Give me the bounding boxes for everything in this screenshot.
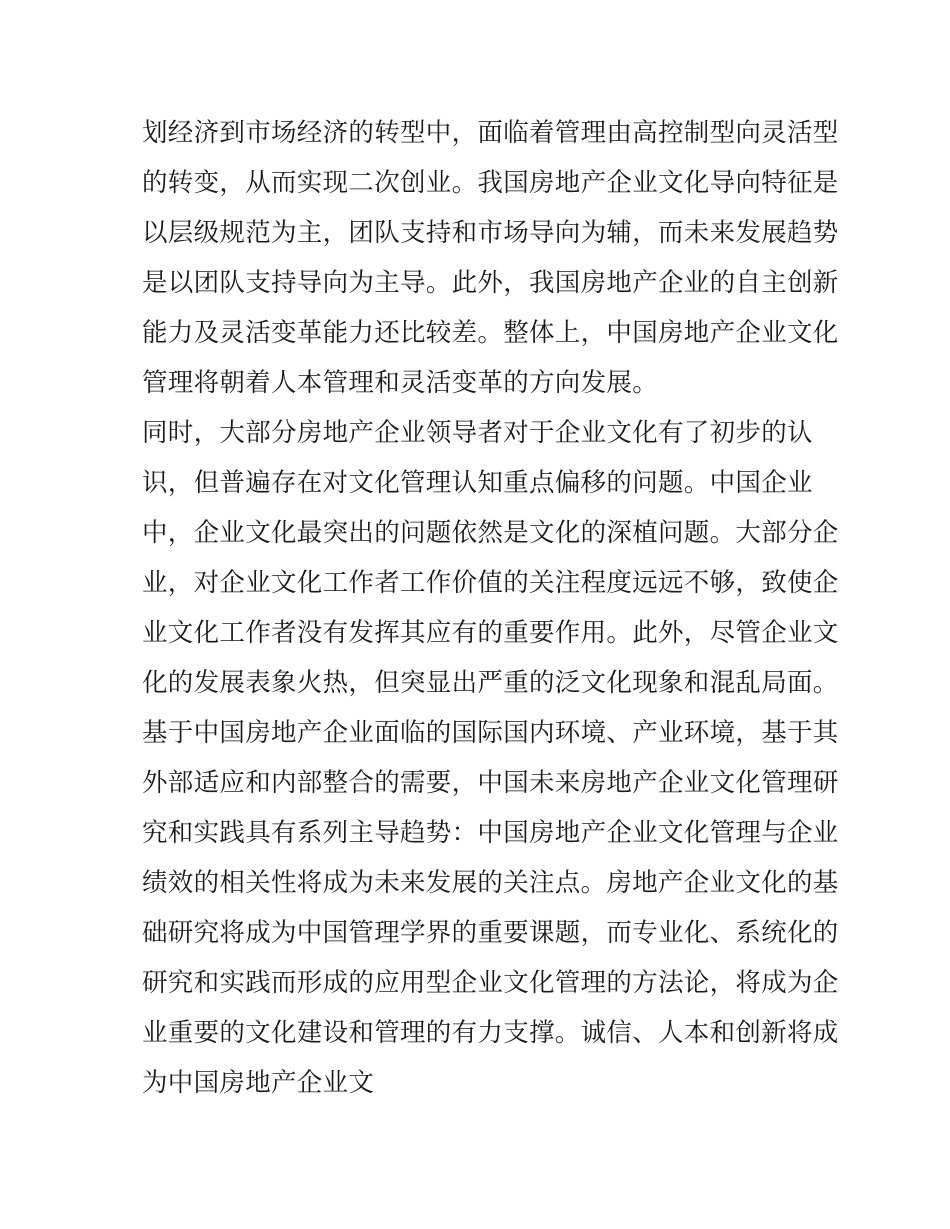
text-line: 研究和实践而形成的应用型企业文化管理的方法论，将成为企	[142, 968, 839, 998]
text-line: 是以团队支持导向为主导。此外，我国房地产企业的自主创新	[142, 268, 839, 298]
text-line: 的转变，从而实现二次创业。我国房地产企业文化导向特征是	[142, 168, 839, 198]
text-line: 基于中国房地产企业面临的国际国内环境、产业环境，基于其	[142, 718, 839, 748]
text-line: 业重要的文化建设和管理的有力支撑。诚信、人本和创新将成	[142, 1018, 839, 1048]
text-line: 绩效的相关性将成为未来发展的关注点。房地产企业文化的基	[142, 868, 839, 898]
text-line: 以层级规范为主，团队支持和市场导向为辅，而未来发展趋势	[142, 218, 839, 248]
text-line: 划经济到市场经济的转型中，面临着管理由高控制型向灵活型	[142, 118, 839, 148]
text-line: 识，但普遍存在对文化管理认知重点偏移的问题。中国企业	[142, 468, 813, 498]
text-line: 外部适应和内部整合的需要，中国未来房地产企业文化管理研	[142, 768, 839, 798]
text-line: 业，对企业文化工作者工作价值的关注程度远远不够，致使企	[142, 568, 839, 598]
text-line: 业文化工作者没有发挥其应有的重要作用。此外，尽管企业文	[142, 618, 839, 648]
text-line: 化的发展表象火热，但突显出严重的泛文化现象和混乱局面。	[142, 668, 839, 698]
text-line: 为中国房地产企业文	[142, 1068, 375, 1098]
text-line: 能力及灵活变革能力还比较差。整体上，中国房地产企业文化	[142, 318, 839, 348]
text-line: 同时，大部分房地产企业领导者对于企业文化有了初步的认	[142, 418, 813, 448]
text-line: 中，企业文化最突出的问题依然是文化的深植问题。大部分企	[142, 518, 839, 548]
text-line: 究和实践具有系列主导趋势：中国房地产企业文化管理与企业	[142, 818, 839, 848]
text-line: 管理将朝着人本管理和灵活变革的方向发展。	[142, 368, 659, 398]
body-text	[142, 108, 839, 1108]
text-line: 础研究将成为中国管理学界的重要课题，而专业化、系统化的	[142, 918, 839, 948]
